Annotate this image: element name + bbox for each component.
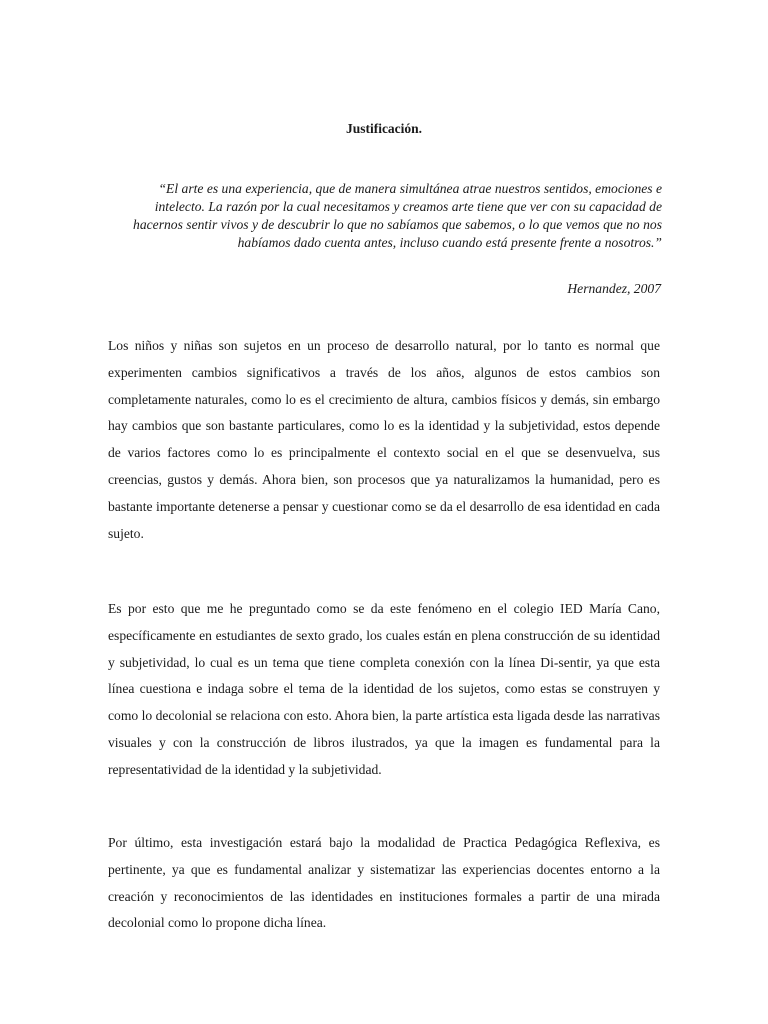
document-title: Justificación.	[345, 121, 423, 136]
body-paragraph-1: Los niños y niñas son sujetos en un proceso de desarrollo natural, por lo tanto es normal que experimenten cambios significativos a través de los años, algunos de estos cambios son completamente naturales, como lo es el crecimiento de altura, cambios físicos y demás, sin embargo hay cambios que son bastante particulares, como lo es la identidad y la subjetividad, estos depende de varios factores como lo es principalmente el contexto social en el que se desenvuelva, sus creencias, gustos y demás. Ahora bien, son procesos que ya naturalizamos la humanidad, pero es bastante importante detenerse a pensar y cuestionar como se da el desarrollo de esa identidad en cada sujeto.	[108, 338, 660, 541]
epigraph-author: Hernandez, 2007	[567, 281, 661, 296]
body-paragraph-3: Por último, esta investigación estará bajo la modalidad de Practica Pedagógica Reflexiva, es pertinente, ya que es fundamental analizar y sistematizar las experiencias docentes entorno a la creación y reconocimientos de las identidades en instituciones formales a partir de una mirada decolonial como lo propone dicha línea.	[108, 835, 660, 931]
epigraph-quote: “El arte es una experiencia, que de manera simultánea atrae nuestros sentidos, emociones e intelecto. La razón por la cual necesitamos y creamos arte tiene que ver con su capacidad de hacernos sentir vivos y de descubrir lo que no sabíamos que sabemos, o lo que vemos que no nos habíamos dado cuenta antes, incluso cuando está presente frente a nosotros.”	[133, 181, 662, 250]
body-paragraph-2: Es por esto que me he preguntado como se da este fenómeno en el colegio IED María Cano, específicamente en estudiantes de sexto grado, los cuales están en plena construcción de su identidad y subjetividad, lo cual es un tema que tiene completa conexión con la línea Di-sentir, ya que esta línea cuestiona e indaga sobre el tema de la identidad de los sujetos, como estas se construyen y como lo decolonial se relaciona con esto. Ahora bien, la parte artística esta ligada desde las narrativas visuales y con la construcción de libros ilustrados, ya que la imagen es fundamental para la representatividad de la identidad y la subjetividad.	[108, 601, 660, 777]
